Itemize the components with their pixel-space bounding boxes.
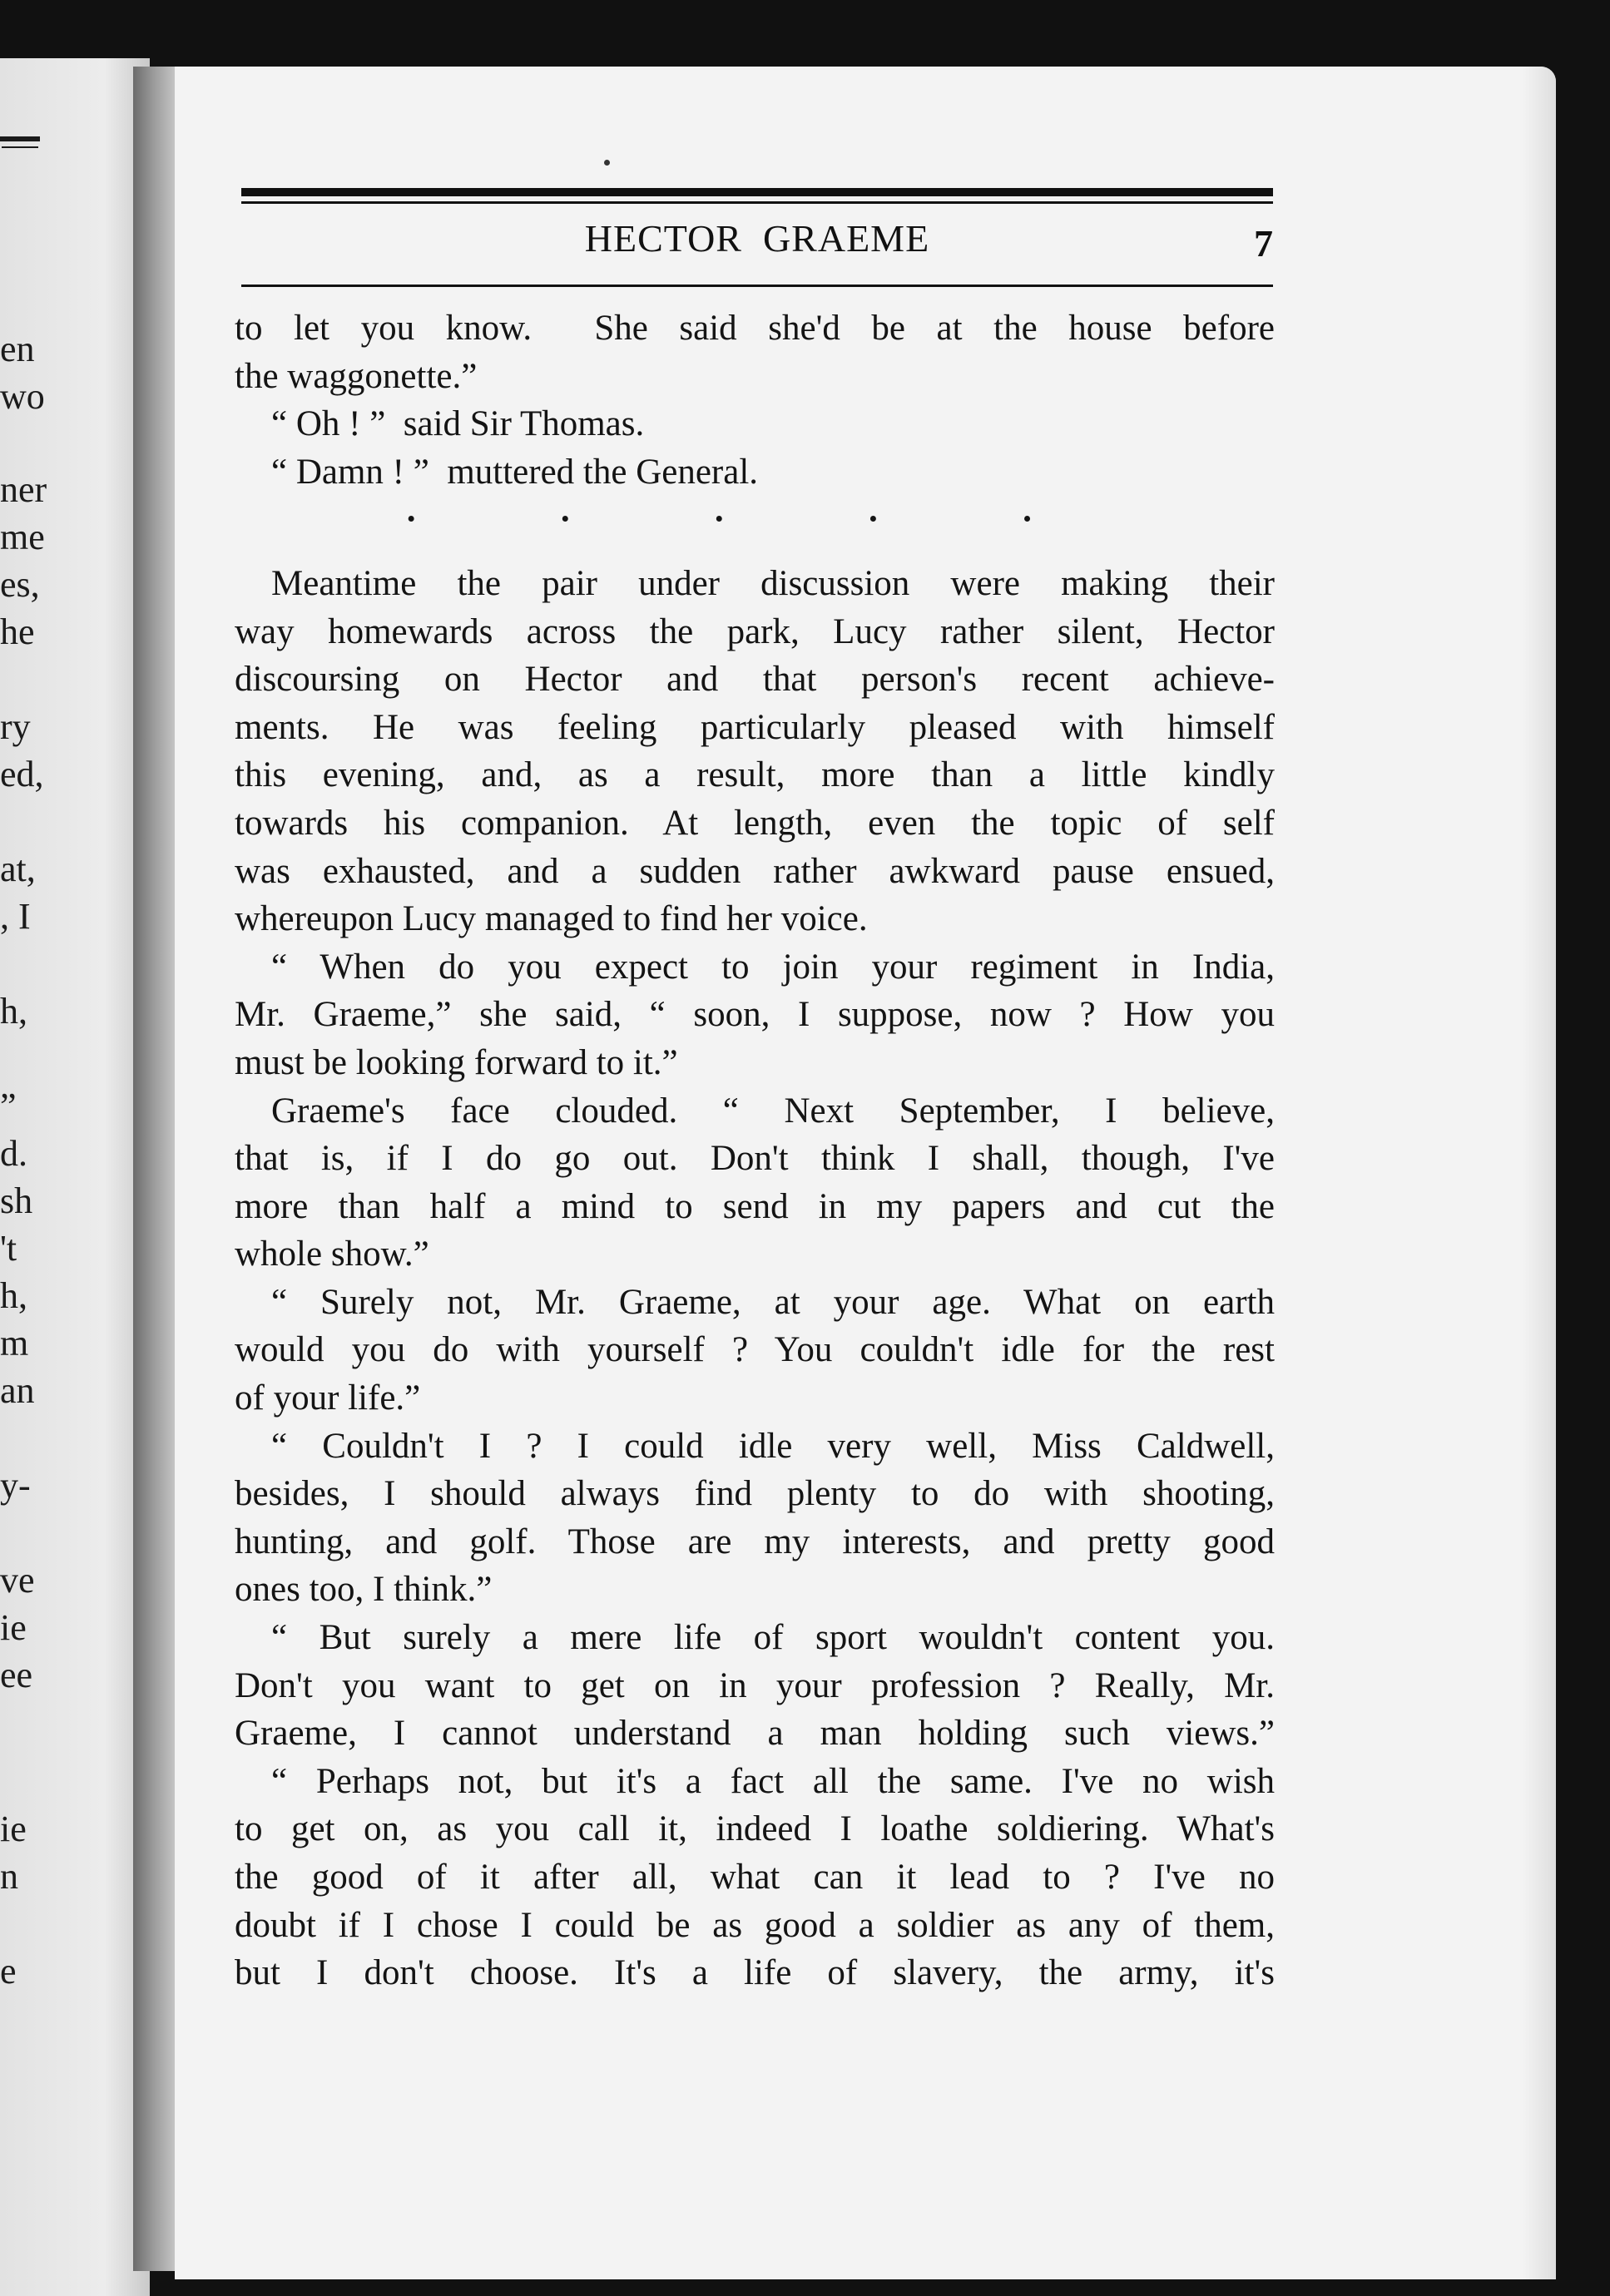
facing-page-fragment: an — [0, 1370, 35, 1411]
header-rule-thick — [241, 188, 1273, 196]
facing-page-fragment: ve — [0, 1560, 35, 1601]
facing-page-fragment: ed, — [0, 754, 44, 794]
spacer — [235, 544, 1275, 560]
page-number: 7 — [1254, 222, 1273, 265]
text-line: discoursing on Hector and that person's recent achieve- — [235, 660, 1275, 700]
facing-page-fragment: n — [0, 1856, 18, 1897]
text-line: whole show.” — [235, 1235, 429, 1274]
text-line: to get on, as you call it, indeed I loathe soldiering. What's — [235, 1809, 1275, 1849]
facing-page-fragment: ner — [0, 469, 47, 510]
facing-page-fragment: d. — [0, 1133, 27, 1174]
facing-page-fragment: h, — [0, 1275, 27, 1316]
body-text — [235, 304, 1275, 1997]
page-edge — [1523, 67, 1556, 2279]
text-line: Mr. Graeme,” she said, “ soon, I suppose, now ? How you — [235, 995, 1275, 1035]
text-line: Graeme, I cannot understand a man holding such views.” — [235, 1714, 1275, 1754]
text-line: towards his companion. At length, even the topic of self — [235, 803, 1275, 843]
facing-page-fragment: sh — [0, 1180, 33, 1221]
text-line: “ Surely not, Mr. Graeme, at your age. What on earth — [271, 1282, 1275, 1322]
text-line: “ Damn ! ” muttered the General. — [271, 452, 759, 492]
facing-page-fragment: ie — [0, 1809, 27, 1849]
facing-page-fragment: m — [0, 1323, 29, 1363]
facing-page-fragment: at, — [0, 849, 36, 889]
text-line: whereupon Lucy managed to find her voice. — [235, 899, 868, 939]
facing-page-fragment: e — [0, 1951, 17, 1992]
facing-page-fragment: ry — [0, 706, 31, 747]
text-line: was exhausted, and a sudden rather awkward pause ensued, — [235, 851, 1275, 891]
text-line: ments. He was feeling particularly pleased with himself — [235, 707, 1275, 747]
text-line: that is, if I do go out. Don't think I shall, though, I've — [235, 1139, 1275, 1179]
text-line: “ Oh ! ” said Sir Thomas. — [271, 404, 645, 444]
facing-page-fragment: , I — [0, 896, 31, 937]
facing-page-fragment: me — [0, 517, 45, 557]
facing-page-fragment: ee — [0, 1655, 33, 1695]
text-line: “ Perhaps not, but it's a fact all the same. I've no wish — [271, 1761, 1275, 1801]
text-line: the good of it after all, what can it lead to ? I've no — [235, 1858, 1275, 1897]
facing-page-rule — [0, 136, 40, 141]
text-line: to let you know. She said she'd be at the house before — [235, 309, 1275, 348]
facing-page-fragment: es, — [0, 564, 40, 605]
facing-page-fragment: he — [0, 611, 35, 652]
text-line: “ But surely a mere life of sport wouldn't content you. — [271, 1618, 1275, 1658]
header-rule-thin — [241, 201, 1273, 204]
text-line: more than half a mind to send in my papers and cut the — [235, 1186, 1275, 1226]
facing-page-fragment: en — [0, 329, 35, 369]
text-line: Meantime the pair under discussion were making their — [271, 563, 1275, 603]
text-line: besides, I should always find plenty to do with shooting, — [235, 1474, 1275, 1514]
text-line: ones too, I think.” — [235, 1570, 493, 1610]
text-line: Don't you want to get on in your profession ? Really, Mr. — [235, 1665, 1275, 1705]
text-line: “ When do you expect to join your regiment in India, — [271, 947, 1275, 987]
text-line: the waggonette.” — [235, 356, 478, 396]
section-break: · · · · · — [405, 500, 1033, 540]
text-line: hunting, and golf. Those are my interests, and pretty good — [235, 1522, 1275, 1561]
text-line: of your life.” — [235, 1378, 421, 1418]
book-page — [175, 67, 1556, 2279]
text-line: must be looking forward to it.” — [235, 1042, 678, 1082]
running-title: HECTOR GRAEME — [584, 217, 930, 260]
text-line: Graeme's face clouded. “ Next September, I believe, — [271, 1091, 1275, 1131]
text-line: “ Couldn't I ? I could idle very well, Miss Caldwell, — [271, 1426, 1275, 1466]
facing-page-fragment: ie — [0, 1607, 27, 1648]
running-head — [241, 216, 1273, 266]
facing-page-fragment: y- — [0, 1465, 31, 1506]
text-line: doubt if I chose I could be as good a soldier as any of them, — [235, 1905, 1275, 1945]
print-speck — [604, 160, 610, 166]
facing-page-fragment: h, — [0, 991, 27, 1032]
text-line: way homewards across the park, Lucy rather silent, Hector — [235, 611, 1275, 651]
header-rule-bottom — [241, 285, 1273, 287]
facing-page-fragment: wo — [0, 376, 45, 417]
facing-page-fragment: ” — [0, 1086, 17, 1126]
facing-page-fragment: 't — [0, 1228, 17, 1269]
text-line: but I don't choose. It's a life of slavery, the army, it's — [235, 1953, 1275, 1993]
text-line: this evening, and, as a result, more than a little kindly — [235, 755, 1275, 795]
text-line: would you do with yourself ? You couldn't idle for the rest — [235, 1330, 1275, 1370]
